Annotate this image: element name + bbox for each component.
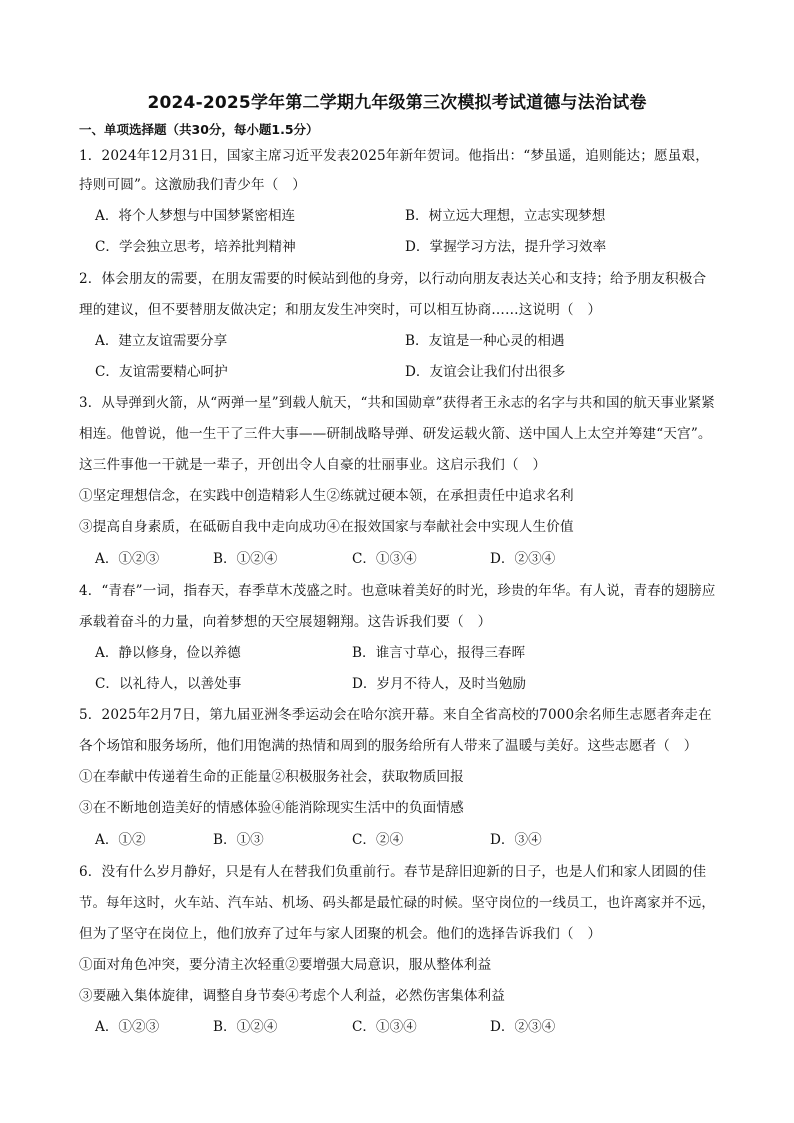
question-text-line: 节。每年这时，火车站、汽车站、机场、码头都是最忙碌的时候。坚守岗位的一线员工，也许离家并不远， [79,895,715,911]
section-heading: 一、单项选择题（共30分，每小题1.5分） [79,122,319,137]
option-c: C．友谊需要精心呵护 [95,364,228,380]
option-a: A．将个人梦想与中国梦紧密相连 [95,208,296,224]
question-text-line: 这三件事他一干就是一辈子，开创出令人自豪的壮丽事业。这启示我们（ ） [79,457,547,473]
option-d: D．友谊会让我们付出很多 [405,364,566,380]
question-text-line: 5．2025年2月7日，第九届亚洲冬季运动会在哈尔滨开幕。来自全省高校的7000余名师生志愿者奔走在 [79,707,712,723]
option-c: C．①③④ [352,551,417,567]
option-a: A．①② [95,832,146,848]
question-text-line: 6．没有什么岁月静好，只是有人在替我们负重前行。春节是辞旧迎新的日子，也是人们和家人团圆的佳 [79,864,707,880]
statement-line: ①在奉献中传递着生命的正能量②积极服务社会，获取物质回报 [79,769,464,785]
option-b: B．树立远大理想，立志实现梦想 [405,208,606,224]
question-text-line: 理的建议，但不要替朋友做决定；和朋友发生冲突时，可以相互协商……这说明（ ） [79,302,602,318]
question-text-line: 2．体会朋友的需要，在朋友需要的时候站到他的身旁，以行动向朋友表达关心和支持；给予朋友积极合 [79,271,707,287]
option-d: D．②③④ [490,1019,556,1035]
exam-title: 2024-2025学年第二学期九年级第三次模拟考试道德与法治试卷 [147,93,647,113]
statement-line: ③提高自身素质，在砥砺自我中走向成功④在报效国家与奉献社会中实现人生价值 [79,519,574,535]
option-b: B．谁言寸草心，报得三春晖 [352,645,526,661]
statement-line: ③在不断地创造美好的情感体验④能消除现实生活中的负面情感 [79,800,464,816]
option-c: C．①③④ [352,1019,417,1035]
question-text-line: 3．从导弹到火箭，从“两弹一星”到载人航天，“共和国勋章”获得者王永志的名字与共和国的航天事业紧紧 [79,395,715,411]
option-b: B．①②④ [213,1019,278,1035]
question-text-line: 4．“青春”一词，指春天，春季草木茂盛之时。也意味着美好的时光，珍贵的年华。有人说，青春的翅膀应 [79,583,716,599]
option-b: B．友谊是一种心灵的相遇 [405,333,565,349]
question-text-line: 但为了坚守在岗位上，他们放弃了过年与家人团聚的机会。他们的选择告诉我们（ ） [79,926,602,942]
statement-line: ①坚定理想信念，在实践中创造精彩人生②练就过硬本领，在承担责任中追求名利 [79,488,574,504]
option-b: B．①②④ [213,551,278,567]
question-text-line: 各个场馆和服务场所，他们用饱满的热情和周到的服务给所有人带来了温暖与美好。这些志愿者（ ） [79,738,698,754]
option-d: D．掌握学习方法，提升学习效率 [405,239,607,255]
option-d: D．岁月不待人，及时当勉励 [352,676,527,692]
option-c: C．以礼待人，以善处事 [95,676,242,692]
option-d: D．③④ [490,832,542,848]
option-a: A．①②③ [95,1019,160,1035]
question-text-line: 相连。他曾说，他一生干了三件大事——研制战略导弹、研发运载火箭、送中国人上太空并筹建“天宫”。 [79,426,712,442]
question-text-line: 承载着奋斗的力量，向着梦想的天空展翅翱翔。这告诉我们要（ ） [79,614,492,630]
option-a: A．①②③ [95,551,160,567]
option-c: C．②④ [352,832,404,848]
option-a: A．静以修身，俭以养德 [95,645,241,661]
option-d: D．②③④ [490,551,556,567]
question-text-line: 持则可圆”。这激励我们青少年（ ） [79,177,306,193]
statement-line: ①面对角色冲突，要分清主次轻重②要增强大局意识，服从整体利益 [79,957,492,973]
option-b: B．①③ [213,832,264,848]
option-a: A．建立友谊需要分享 [95,333,228,349]
question-text-line: 1．2024年12月31日，国家主席习近平发表2025年新年贺词。他指出：“梦虽遥，追则能达；愿虽艰， [79,148,709,164]
option-c: C．学会独立思考，培养批判精神 [95,239,296,255]
statement-line: ③要融入集体旋律，调整自身节奏④考虑个人利益，必然伤害集体利益 [79,988,506,1004]
